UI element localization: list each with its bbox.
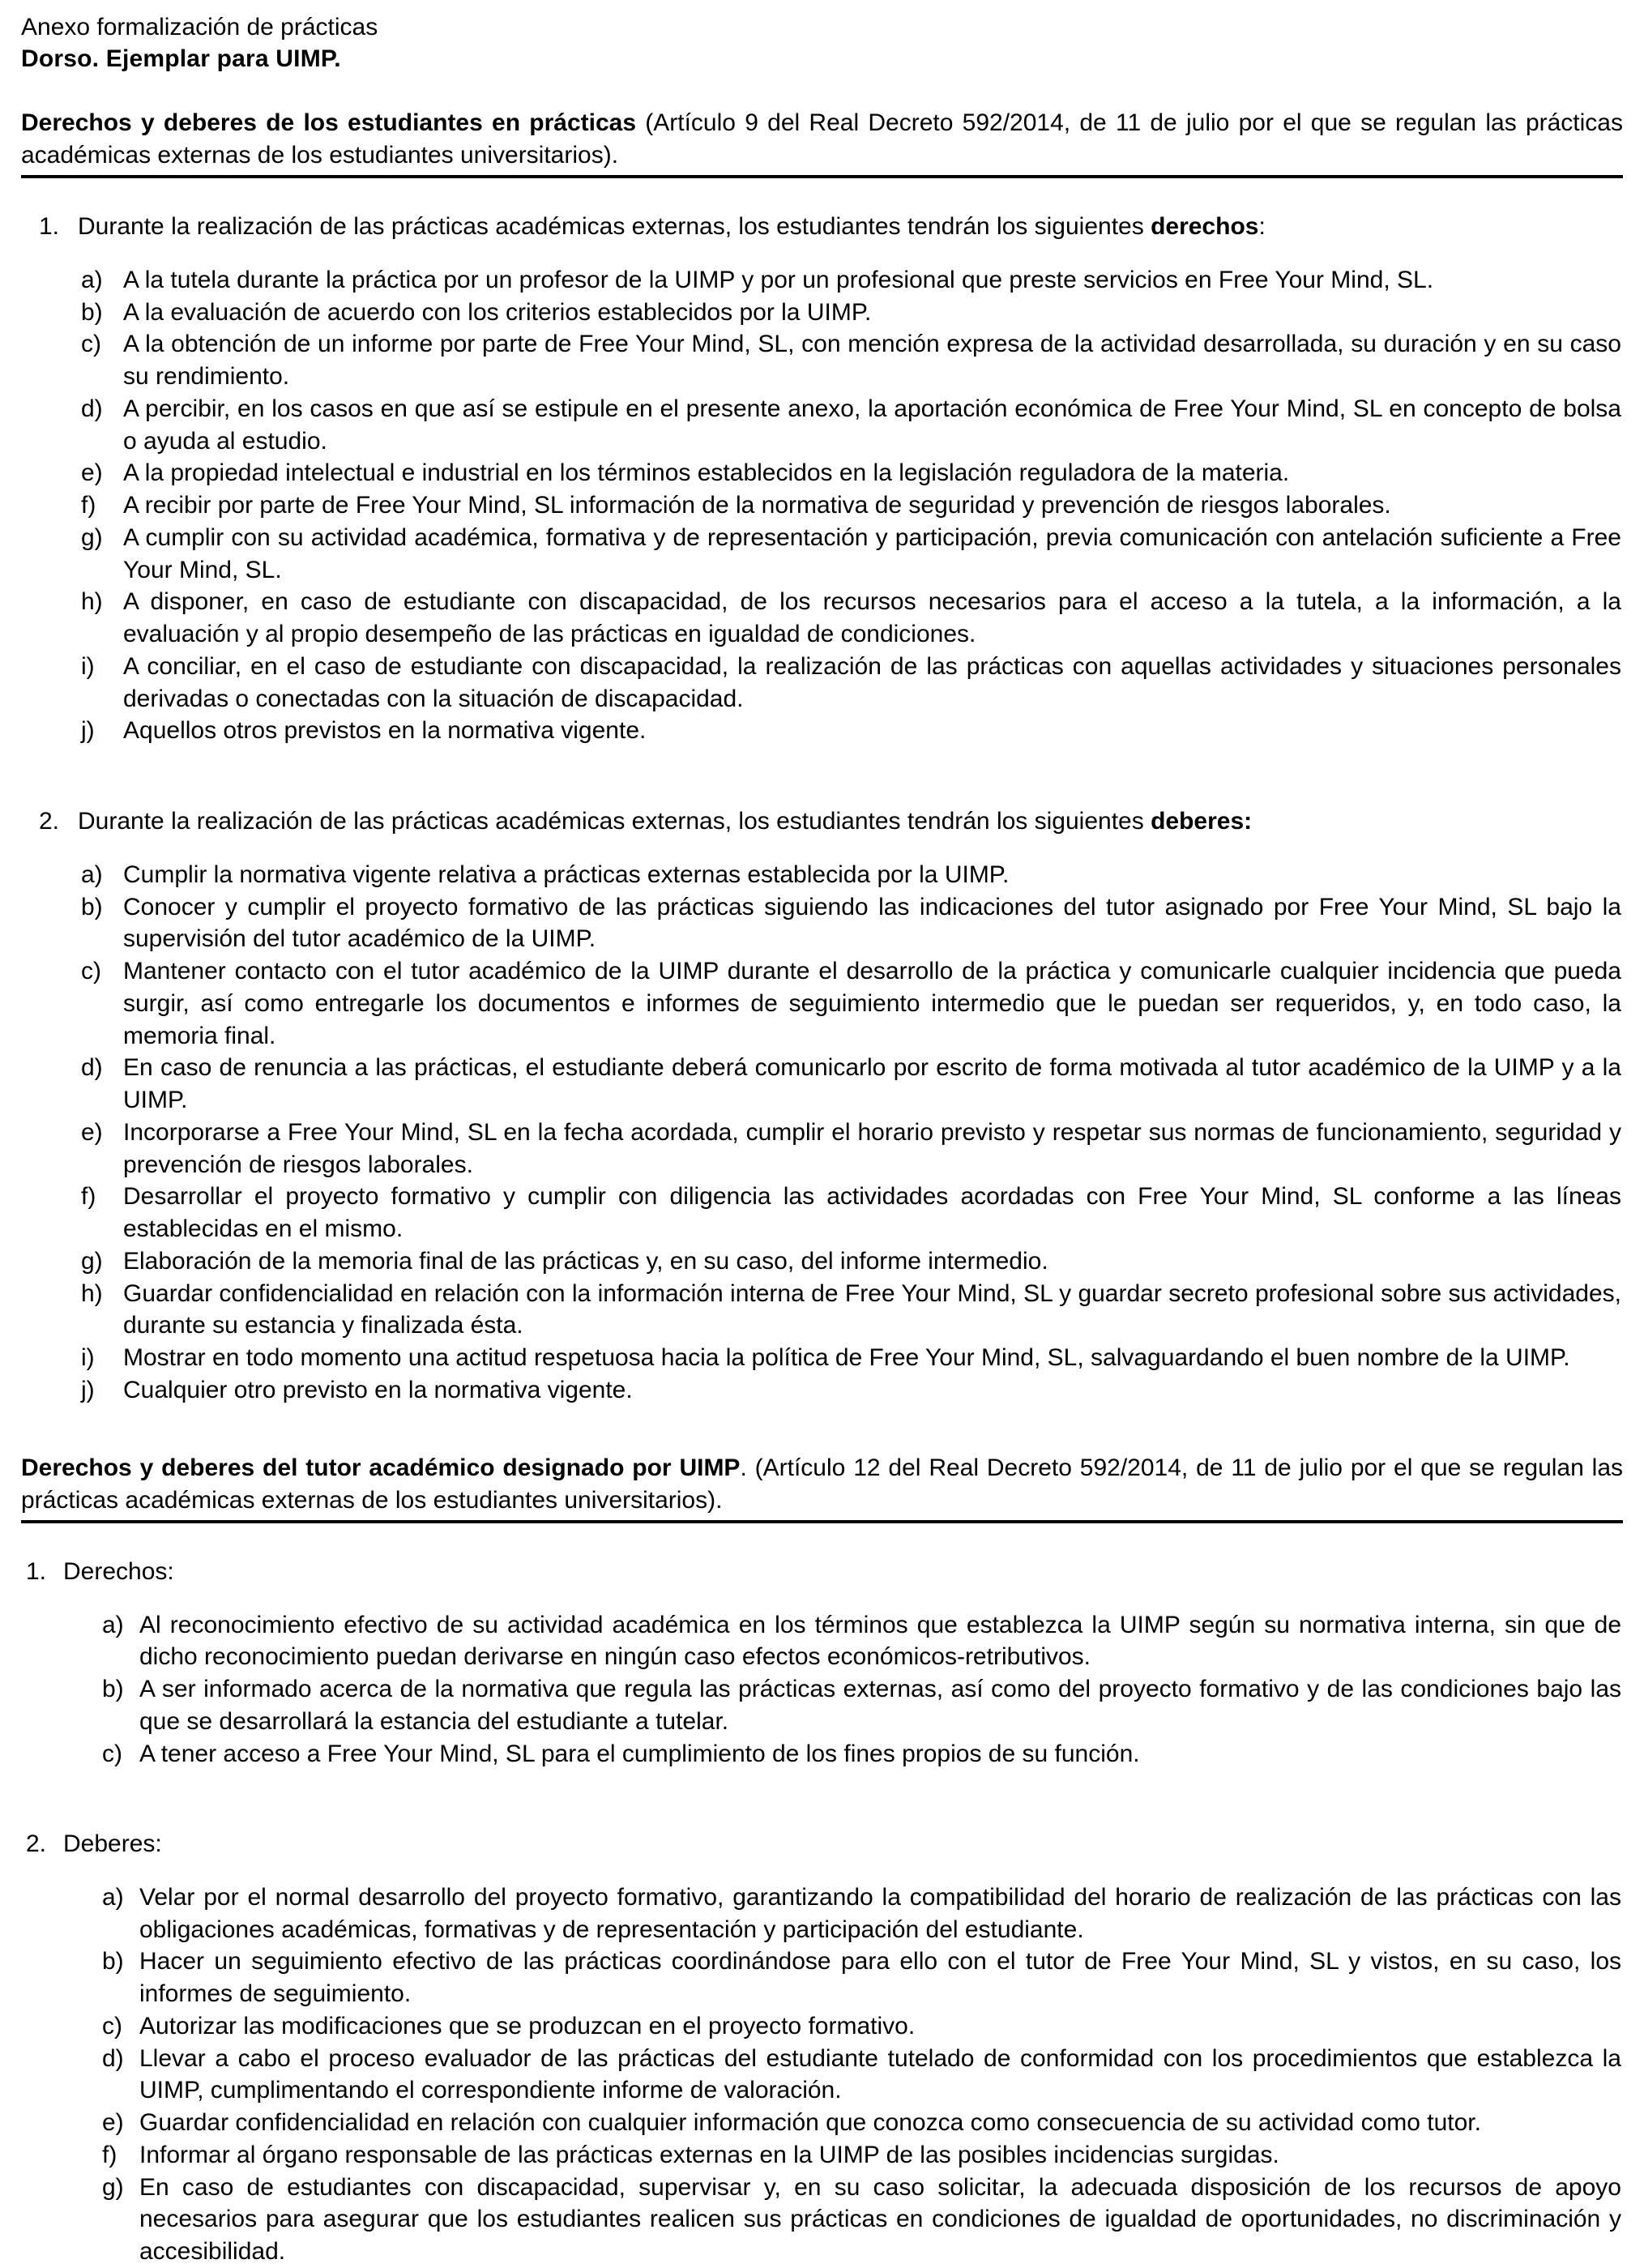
- tutor-list-group: [21, 1556, 1623, 2268]
- list-marker: b): [81, 298, 103, 326]
- students-section-heading: [21, 107, 1623, 172]
- lettered-list-item-text: Elaboración de la memoria final de las prácticas y, en su caso, del informe intermedio.: [123, 1247, 1048, 1275]
- lettered-list-item: [21, 264, 1623, 297]
- numbered-list-item: [21, 1556, 1623, 1588]
- tutor-section-heading-bold: Derechos y deberes del tutor académico designado por UIMP: [21, 1454, 741, 1481]
- list-marker: b): [81, 893, 103, 920]
- numbered-list-item-text: [63, 1828, 1623, 1860]
- list-marker: 1.: [26, 1557, 47, 1585]
- lettered-list-item-text: Guardar confidencialidad en relación con cualquier información que conozca como consecuencia de su actividad como tutor.: [139, 2109, 1481, 2137]
- tutor-section-heading: [21, 1452, 1623, 1517]
- lead-text-emphasis: deberes:: [1151, 808, 1253, 835]
- lettered-list-item-text: A recibir por parte de Free Your Mind, SL información de la normativa de seguridad y prevención de riesgos laborales.: [123, 492, 1391, 519]
- list-marker: 2.: [26, 1830, 47, 1858]
- lettered-list-item: [21, 297, 1623, 329]
- list-marker: c): [81, 331, 101, 358]
- lettered-list-item: [21, 859, 1623, 891]
- lettered-sublist: [21, 264, 1623, 747]
- lead-text-emphasis: derechos: [1151, 213, 1259, 241]
- list-marker: d): [81, 395, 103, 422]
- lettered-list-item-text: A disponer, en caso de estudiante con discapacidad, de los recursos necesarios para el acceso a la tutela, a la información, a la evaluación y al propio desempeño de las prácticas en igualdad de condiciones.: [123, 588, 1621, 648]
- lettered-list-item: [21, 1609, 1623, 1674]
- lettered-list-item-text: A tener acceso a Free Your Mind, SL para el cumplimiento de los fines propios de su función.: [139, 1740, 1140, 1767]
- lettered-list-item: [21, 393, 1623, 458]
- list-marker: f): [81, 492, 96, 519]
- lettered-list-item-text: Llevar a cabo el proceso evaluador de las prácticas del estudiante tutelado de conformidad con los procedimientos que establezca la UIMP, cumplimentando el correspondiente informe de valoración.: [139, 2044, 1621, 2104]
- list-marker: f): [81, 1183, 96, 1211]
- lettered-list-item: [21, 586, 1623, 651]
- lettered-list-item: [21, 2043, 1623, 2108]
- spacer: [21, 1588, 1623, 1609]
- list-marker: g): [102, 2173, 124, 2201]
- lettered-list-item-text: Hacer un seguimiento efectivo de las prácticas coordinándose para ello con el tutor de Free Your Mind, SL y vistos, en su caso, los informes de seguimiento.: [139, 1948, 1621, 2008]
- lettered-list-item-text: Incorporarse a Free Your Mind, SL en la fecha acordada, cumplir el horario previsto y respetar sus normas de funcionamiento, seguridad y prevención de riesgos laborales.: [123, 1118, 1621, 1178]
- lettered-list-item: [21, 891, 1623, 956]
- lettered-list-item-text: A conciliar, en el caso de estudiante con discapacidad, la realización de las prácticas con aquellas actividades y situaciones personales derivadas o conectadas con la situación de discapacidad.: [123, 652, 1621, 712]
- lead-text: Durante la realización de las prácticas académicas externas, los estudiantes tendrán los siguientes: [78, 213, 1151, 241]
- lettered-list-item-text: Mostrar en todo momento una actitud respetuosa hacia la política de Free Your Mind, SL, salvaguardando el buen nombre de la UIMP.: [123, 1344, 1570, 1372]
- lettered-list-item-text: Autorizar las modificaciones que se produzcan en el proyecto formativo.: [139, 2012, 916, 2039]
- lead-text-tail: :: [1258, 213, 1266, 241]
- lettered-list-item-text: Cualquier otro previsto en la normativa vigente.: [123, 1376, 633, 1403]
- lettered-list-item: [21, 1738, 1623, 1770]
- lettered-list-item-text: Conocer y cumplir el proyecto formativo de las prácticas siguiendo las indicaciones del tutor asignado por Free Your Mind, SL bajo la supervisión del tutor académico de la UIMP.: [123, 893, 1621, 953]
- spacer: [21, 1523, 1623, 1556]
- spacer: [21, 838, 1623, 859]
- list-marker: j): [81, 1376, 95, 1403]
- list-marker: a): [102, 1611, 124, 1638]
- numbered-list-item: [21, 1828, 1623, 1860]
- list-marker: 2.: [39, 808, 60, 835]
- lettered-list-item: [21, 1946, 1623, 2010]
- lettered-list-item-text: Desarrollar el proyecto formativo y cumplir con diligencia las actividades acordadas con Free Your Mind, SL conforme a las líneas establecidas en el mismo.: [123, 1183, 1621, 1243]
- spacer: [21, 1770, 1623, 1828]
- lettered-list-item-text: A la obtención de un informe por parte de Free Your Mind, SL, con mención expresa de la actividad desarrollada, su duración y en su caso su rendimiento.: [123, 331, 1621, 391]
- lettered-list-item-text: Informar al órgano responsable de las prácticas externas en la UIMP de las posibles incidencias surgidas.: [139, 2141, 1279, 2168]
- lettered-list-item-text: A la propiedad intelectual e industrial en los términos establecidos en la legislación reguladora de la materia.: [123, 459, 1290, 487]
- lettered-list-item: [21, 1342, 1623, 1374]
- lettered-sublist: [21, 1881, 1623, 2268]
- numbered-list-item: [21, 805, 1623, 838]
- lettered-list-item-text: A ser informado acerca de la normativa que regula las prácticas externas, así como del proyecto formativo y de las condiciones bajo las que se desarrollará la estancia del estudiante a tutelar.: [139, 1676, 1621, 1735]
- lettered-list-item: [21, 2107, 1623, 2139]
- spacer: [21, 243, 1623, 264]
- list-marker: 1.: [39, 213, 60, 241]
- lettered-list-item-text: A la evaluación de acuerdo con los criterios establecidos por la UIMP.: [123, 298, 872, 326]
- lettered-list-item-text: Velar por el normal desarrollo del proyecto formativo, garantizando la compatibilidad del horario de realización de las prácticas con las obligaciones académicas, formativas y de representación y participación del estudiante.: [139, 1883, 1621, 1943]
- lettered-list-item-text: Cumplir la normativa vigente relativa a prácticas externas establecida por la UIMP.: [123, 861, 1010, 888]
- numbered-list-item-text: [63, 1556, 1623, 1588]
- spacer: [21, 178, 1623, 211]
- students-section-heading-bold: Derechos y deberes de los estudiantes en prácticas: [21, 109, 637, 136]
- lettered-list-item: [21, 1245, 1623, 1278]
- list-marker: g): [81, 523, 103, 551]
- lettered-list-item-text: En caso de estudiantes con discapacidad, supervisar y, en su caso solicitar, la adecuada disposición de los recursos de apoyo necesarios para asegurar que los estudiantes realicen sus prácticas en condiciones de igualdad de oportunidades, no discriminación y accesibilidad.: [139, 2173, 1621, 2266]
- lettered-list-item: [21, 328, 1623, 393]
- lettered-list-item-text: A percibir, en los casos en que así se estipule en el presente anexo, la aportación económica de Free Your Mind, SL en concepto de bolsa o ayuda al estudio.: [123, 395, 1621, 455]
- lettered-list-item: [21, 489, 1623, 522]
- lettered-list-item-text: Aquellos otros previstos en la normativa vigente.: [123, 717, 647, 745]
- lettered-list-item-text: Al reconocimiento efectivo de su actividad académica en los términos que establezca la UIMP según su normativa interna, sin que de dicho reconocimiento puedan derivarse en ningún caso efectos económicos-retributivos.: [139, 1611, 1621, 1671]
- numbered-list-item: [21, 211, 1623, 243]
- spacer: [21, 1407, 1623, 1452]
- tutor-section-heading-rest: . (Artículo 12 del Real Decreto 592/2014, de 11 de julio por el que se regulan las prácticas académicas externas de los estudiantes universitarios).: [21, 1454, 1623, 1514]
- list-marker: d): [102, 2044, 124, 2072]
- students-section-heading-rest: (Artículo 9 del Real Decreto 592/2014, de 11 de julio por el que se regulan las prácticas académicas externas de los estudiantes universitarios).: [21, 109, 1623, 169]
- lettered-list-item: [21, 1881, 1623, 1946]
- document-title: Dorso. Ejemplar para UIMP.: [21, 45, 341, 72]
- list-marker: a): [102, 1883, 124, 1911]
- spacer: [21, 75, 1623, 107]
- lead-text: Derechos:: [63, 1557, 174, 1585]
- list-marker: e): [81, 1118, 103, 1146]
- list-marker: f): [102, 2141, 117, 2168]
- list-marker: g): [81, 1247, 103, 1275]
- lead-text: Deberes:: [63, 1830, 162, 1858]
- lettered-list-item: [21, 715, 1623, 747]
- lettered-list-item-text: Mantener contacto con el tutor académico de la UIMP durante el desarrollo de la práctica y comunicarle cualquier incidencia que pueda surgir, así como entregarle los documentos e informes de seguimiento intermedio que le puedan ser requeridos, y, en todo caso, la memoria final.: [123, 958, 1621, 1049]
- lettered-list-item: [21, 1052, 1623, 1117]
- list-marker: a): [81, 861, 103, 888]
- lettered-list-item: [21, 955, 1623, 1052]
- lettered-sublist: [21, 859, 1623, 1407]
- lettered-list-item: [21, 457, 1623, 489]
- list-marker: c): [102, 2012, 122, 2039]
- lettered-sublist: [21, 1609, 1623, 1770]
- list-marker: c): [102, 1740, 122, 1767]
- lettered-list-item-text: En caso de renuncia a las prácticas, el estudiante deberá comunicarlo por escrito de forma motivada al tutor académico de la UIMP y a la UIMP.: [123, 1054, 1621, 1114]
- list-marker: i): [81, 1344, 95, 1372]
- document-subtitle: Anexo formalización de prácticas: [21, 14, 378, 41]
- list-marker: e): [102, 2109, 124, 2137]
- lettered-list-item: [21, 651, 1623, 715]
- lettered-list-item: [21, 1278, 1623, 1343]
- lettered-list-item-text: A cumplir con su actividad académica, formativa y de representación y participación, previa comunicación con antelación suficiente a Free Your Mind, SL.: [123, 523, 1621, 583]
- numbered-list-item-text: [78, 805, 1623, 838]
- lettered-list-item: [21, 2010, 1623, 2043]
- lead-text: Durante la realización de las prácticas académicas externas, los estudiantes tendrán los siguientes: [78, 808, 1151, 835]
- lettered-list-item-text: Guardar confidencialidad en relación con la información interna de Free Your Mind, SL y guardar secreto profesional sobre sus actividades, durante su estancia y finalizada ésta.: [123, 1279, 1621, 1339]
- lettered-list-item: [21, 522, 1623, 587]
- list-marker: h): [81, 588, 103, 616]
- lettered-list-item: [21, 2172, 1623, 2268]
- list-marker: j): [81, 717, 95, 745]
- lettered-list-item-text: A la tutela durante la práctica por un profesor de la UIMP y por un profesional que preste servicios en Free Your Mind, SL.: [123, 266, 1434, 293]
- list-marker: h): [81, 1279, 103, 1307]
- list-marker: a): [81, 266, 103, 293]
- numbered-list-item-text: [78, 211, 1623, 243]
- lettered-list-item: [21, 1374, 1623, 1407]
- spacer: [21, 747, 1623, 805]
- spacer: [21, 1860, 1623, 1881]
- list-marker: b): [102, 1948, 124, 1975]
- list-marker: c): [81, 958, 101, 985]
- lettered-list-item: [21, 1673, 1623, 1738]
- list-marker: e): [81, 459, 103, 487]
- lettered-list-item: [21, 1181, 1623, 1245]
- list-marker: b): [102, 1676, 124, 1703]
- lettered-list-item: [21, 2139, 1623, 2172]
- list-marker: d): [81, 1054, 103, 1082]
- students-list-group: [21, 211, 1623, 1406]
- document-header: [21, 11, 1623, 75]
- list-marker: i): [81, 652, 95, 680]
- lettered-list-item: [21, 1117, 1623, 1181]
